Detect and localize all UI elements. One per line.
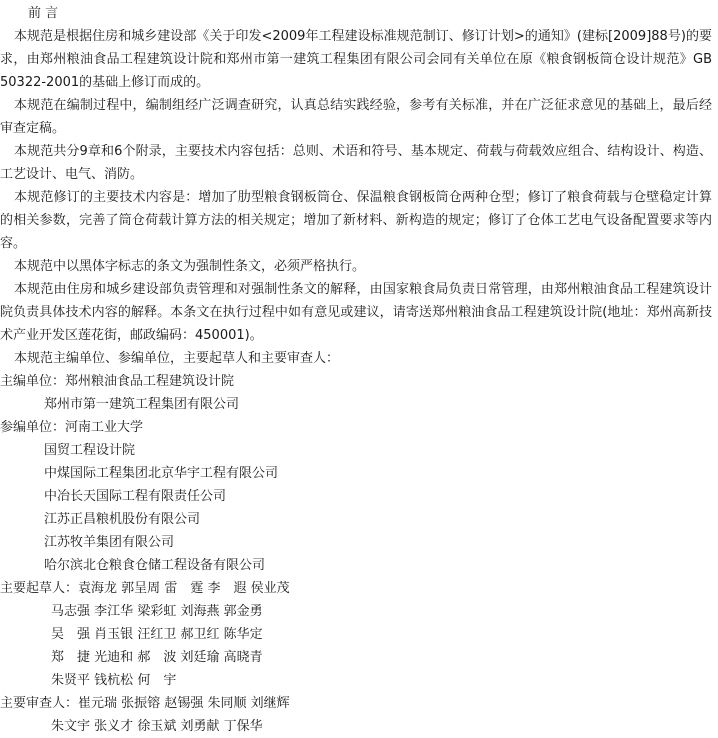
reviewers-row <box>0 692 714 715</box>
person-name: 陈华定 <box>223 627 263 642</box>
paragraph: 本规范是根据住房和城乡建设部《关于印发<2009年工程建设标准规范制订、修订计划>的通知》(建标[2009]88号)的要求，由郑州粮油食品工程建筑设计院和郑州市第一建筑工程集团有限公司会同有关单位在原《粮食钢板筒仓设计规范》GB 50322-2001的基础上修订而成的。 <box>0 29 712 90</box>
person-name: 朱同顺 <box>207 696 247 711</box>
person-name: 张义才 <box>94 719 134 734</box>
person-name: 李江华 <box>94 604 134 619</box>
person-name: 朱贤平 <box>51 673 91 688</box>
person-name: 郝卫红 <box>180 627 220 642</box>
paragraph: 本规范共分9章和6个附录，主要技术内容包括：总则、术语和符号、基本规定、荷载与荷载效应组合、结构设计、构造、工艺设计、电气、消防。 <box>0 144 712 182</box>
chief-unit-row <box>0 393 714 416</box>
person-name: 刘海燕 <box>180 604 220 619</box>
participating-unit-row <box>0 416 714 439</box>
person-name: 郭呈周 <box>121 581 161 596</box>
person-name: 袁海龙 <box>78 581 118 596</box>
person-name: 刘继辉 <box>250 696 290 711</box>
participating-unit: 国贸工程设计院 <box>44 443 136 458</box>
drafters-row <box>0 623 714 646</box>
participating-unit-row <box>0 462 714 485</box>
participating-unit-row <box>0 508 714 531</box>
drafters-row <box>0 669 714 692</box>
chief-units-label: 主编单位： <box>0 374 66 389</box>
person-name: 郑 捷 <box>51 650 91 665</box>
paragraph: 本规范在编制过程中，编制组经广泛调查研究，认真总结实践经验，参考有关标准，并在广泛征求意见的基础上，最后经审查定稿。 <box>0 98 712 136</box>
participating-units-label: 参编单位： <box>0 420 66 435</box>
person-name: 刘勇献 <box>180 719 220 734</box>
drafters-label: 主要起草人： <box>0 581 79 596</box>
chief-unit: 郑州粮油食品工程建筑设计院 <box>65 374 235 389</box>
person-name: 何 宇 <box>137 673 177 688</box>
page-title: 前 言 <box>28 6 59 21</box>
person-name: 光迪和 <box>94 650 134 665</box>
participating-unit: 中冶长天国际工程有限责任公司 <box>44 489 227 504</box>
drafters-row <box>0 577 714 600</box>
chief-unit-row <box>0 370 714 393</box>
participating-unit: 江苏牧羊集团有限公司 <box>44 535 175 550</box>
person-name: 刘廷瑜 <box>180 650 220 665</box>
reviewers-label: 主要审查人： <box>0 696 79 711</box>
paragraph: 本规范主编单位、参编单位，主要起草人和主要审查人： <box>14 351 340 366</box>
person-name: 丁保华 <box>223 719 263 734</box>
person-name: 徐玉斌 <box>137 719 177 734</box>
participating-unit: 中煤国际工程集团北京华宇工程有限公司 <box>44 466 279 481</box>
participating-unit: 江苏正昌粮机股份有限公司 <box>44 512 201 527</box>
reviewers-row <box>0 715 714 738</box>
person-name: 李 遐 <box>207 581 247 596</box>
drafters-row <box>0 600 714 623</box>
paragraph: 本规范中以黑体字标志的条文为强制性条文，必须严格执行。 <box>14 259 366 274</box>
paragraph: 本规范修订的主要技术内容是：增加了肋型粮食钢板筒仓、保温粮食钢板筒仓两种仓型；修订了粮食荷载与仓壁稳定计算的相关参数，完善了筒仓荷载计算方法的相关规定；增加了新材料、新构造的规定；修订了仓体工艺电气设备配置要求等内容。 <box>0 190 712 251</box>
person-name: 肖玉银 <box>94 627 134 642</box>
person-name: 郝 波 <box>137 650 177 665</box>
participating-unit-row <box>0 531 714 554</box>
person-name: 梁彩虹 <box>137 604 177 619</box>
person-name: 朱文宇 <box>51 719 91 734</box>
person-name: 雷 霆 <box>164 581 204 596</box>
participating-unit-row <box>0 485 714 508</box>
chief-unit: 郑州市第一建筑工程集团有限公司 <box>44 397 240 412</box>
person-name: 吴 强 <box>51 627 91 642</box>
person-name: 汪红卫 <box>137 627 177 642</box>
person-name: 高晓青 <box>223 650 263 665</box>
participating-unit-row <box>0 554 714 577</box>
person-name: 赵锡强 <box>164 696 204 711</box>
person-name: 张振镕 <box>121 696 161 711</box>
person-name: 侯业茂 <box>250 581 290 596</box>
person-name: 钱杭松 <box>94 673 134 688</box>
person-name: 崔元瑞 <box>78 696 118 711</box>
person-name: 马志强 <box>51 604 91 619</box>
paragraph: 本规范由住房和城乡建设部负责管理和对强制性条文的解释，由国家粮食局负责日常管理，由郑州粮油食品工程建筑设计院负责具体技术内容的解释。本条文在执行过程中如有意见或建议，请寄送郑州粮油食品工程建筑设计院(地址：郑州高新技术产业开发区莲花街，邮政编码：450001)。 <box>0 282 712 343</box>
participating-unit: 哈尔滨北仓粮食仓储工程设备有限公司 <box>44 558 266 573</box>
person-name: 郭金勇 <box>223 604 263 619</box>
participating-unit: 河南工业大学 <box>65 420 144 435</box>
drafters-row <box>0 646 714 669</box>
participating-unit-row <box>0 439 714 462</box>
